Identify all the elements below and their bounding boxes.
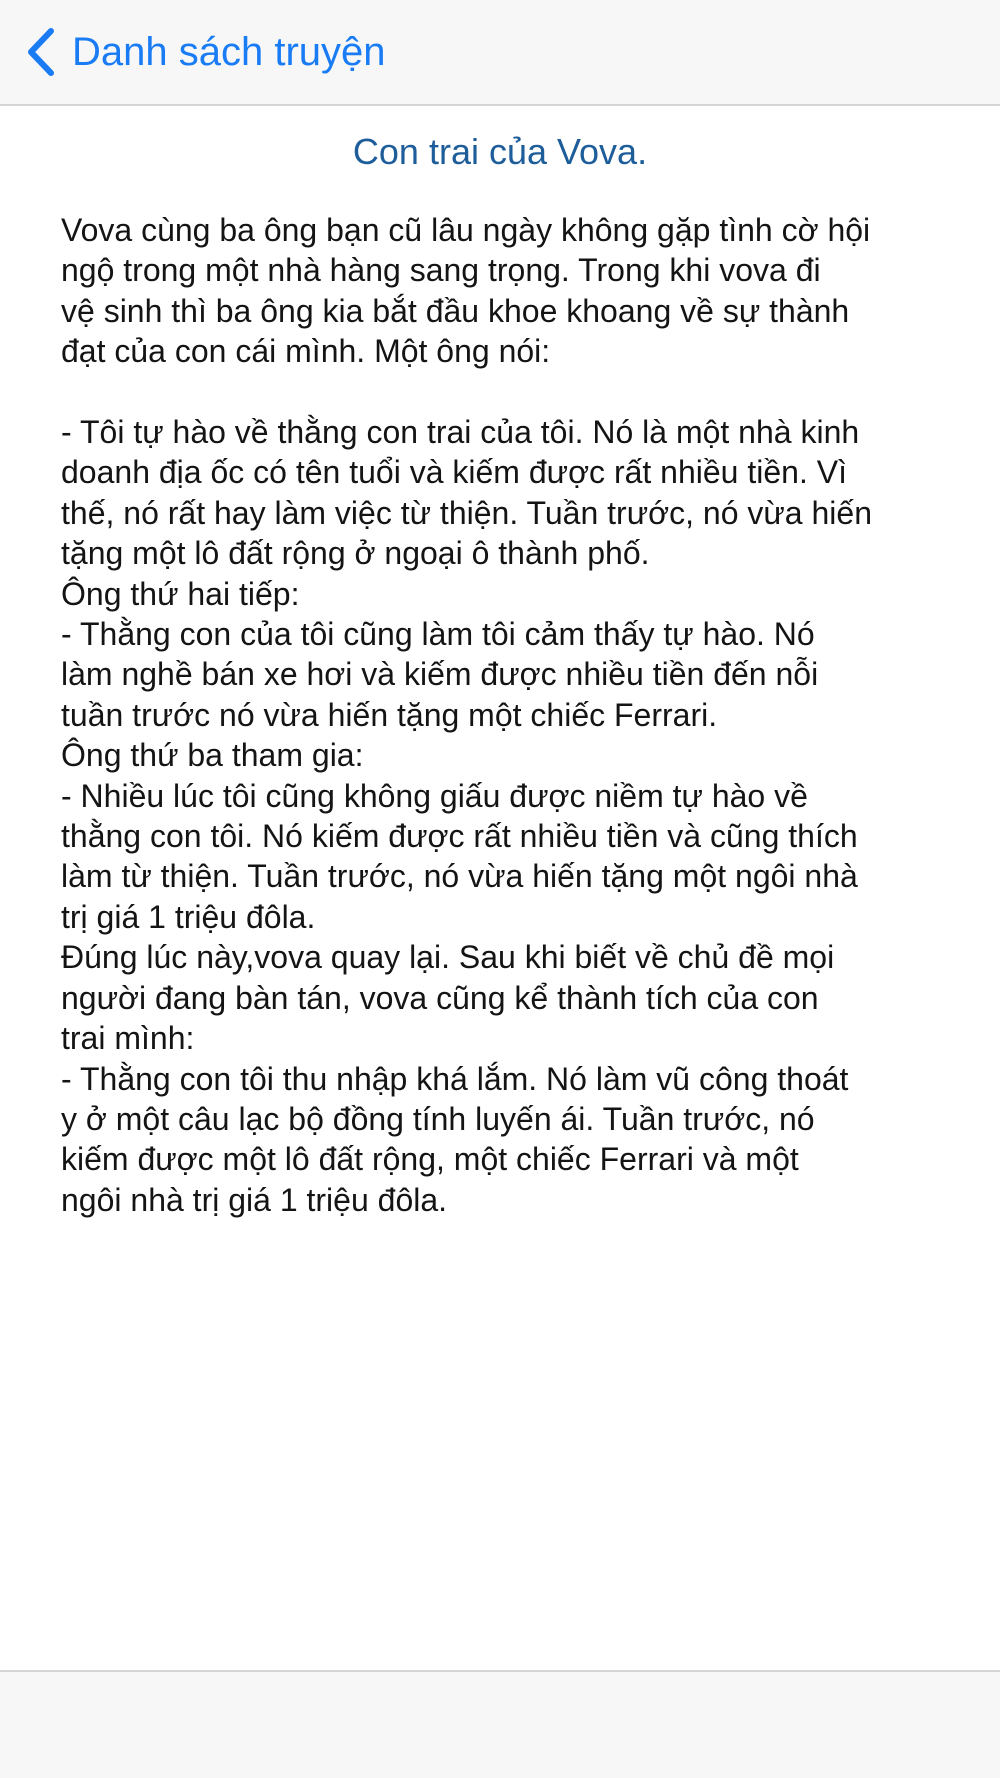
story-line: - Tôi tự hào về thằng con trai của tôi. Nó là một nhà kinh	[61, 414, 860, 451]
story-line: ngôi nhà trị giá 1 triệu đôla.	[61, 1181, 448, 1218]
chevron-left-icon	[26, 27, 56, 77]
story-line: doanh địa ốc có tên tuổi và kiếm được rất nhiều tiền. Vì	[61, 454, 847, 491]
story-line: Vova cùng ba ông bạn cũ lâu ngày không gặp tình cờ hội	[61, 212, 871, 248]
story-line: đạt của con cái mình. Một ông nói:	[61, 333, 551, 370]
story-line: Ông thứ ba tham gia:	[61, 737, 364, 774]
bottom-toolbar	[0, 1670, 1000, 1778]
story-line: vệ sinh thì ba ông kia bắt đầu khoe khoang về sự thành	[61, 292, 850, 329]
story-line: y ở một câu lạc bộ đồng tính luyến ái. Tuần trước, nó	[61, 1100, 815, 1137]
story-line: kiếm được một lô đất rộng, một chiếc Ferrari và một	[61, 1141, 799, 1178]
back-button[interactable]	[26, 22, 386, 82]
story-line: tặng một lô đất rộng ở ngoại ô thành phố.	[61, 535, 650, 572]
story-line: - Nhiều lúc tôi cũng không giấu được niềm tự hào về	[61, 777, 808, 814]
story-line: làm từ thiện. Tuần trước, nó vừa hiến tặng một ngôi nhà	[61, 858, 858, 895]
back-button-label: Danh sách truyện	[72, 30, 386, 74]
story-line: thế, nó rất hay làm việc từ thiện. Tuần trước, nó vừa hiến	[61, 494, 872, 531]
story-line: thằng con tôi. Nó kiếm được rất nhiều tiền và cũng thích	[61, 818, 858, 855]
story-line: Đúng lúc này,vova quay lại. Sau khi biết về chủ đề mọi	[61, 939, 835, 976]
story-line: trị giá 1 triệu đôla.	[61, 898, 316, 935]
story-line: - Thằng con tôi thu nhập khá lắm. Nó làm vũ công thoát	[61, 1060, 849, 1097]
story-line	[61, 372, 961, 412]
story-line: - Thằng con của tôi cũng làm tôi cảm thấy tự hào. Nó	[61, 616, 815, 653]
story-line: trai mình:	[61, 1020, 195, 1057]
story-line: làm nghề bán xe hơi và kiếm được nhiều tiền đến nỗi	[61, 656, 819, 693]
story-line: người đang bàn tán, vova cũng kể thành tích của con	[61, 979, 819, 1016]
story-body	[61, 210, 961, 1220]
story-line: tuần trước nó vừa hiến tặng một chiếc Ferrari.	[61, 696, 718, 733]
story-title: Con trai của Vova.	[352, 131, 648, 172]
story-content[interactable]	[0, 106, 1000, 1670]
navigation-bar	[0, 0, 1000, 106]
story-line: Ông thứ hai tiếp:	[61, 575, 300, 612]
story-line: ngộ trong một nhà hàng sang trọng. Trong khi vova đi	[61, 252, 821, 289]
